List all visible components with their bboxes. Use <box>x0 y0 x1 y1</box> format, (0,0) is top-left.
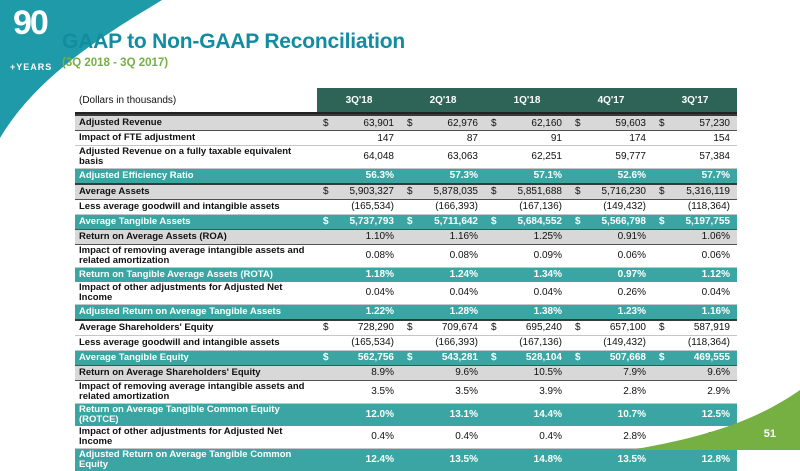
row-value-cell <box>401 305 485 319</box>
row-value: 1.12% <box>701 269 730 281</box>
row-value: (165,534) <box>351 337 394 349</box>
dollar-sign: $ <box>491 117 497 129</box>
row-value-cell <box>485 305 569 319</box>
row-value-cell <box>401 381 485 403</box>
row-value: 59,603 <box>615 117 646 129</box>
row-label: Impact of FTE adjustment <box>79 132 196 144</box>
row-value: 0.4% <box>539 431 562 443</box>
row-value-cell <box>485 426 569 448</box>
row-value-cell <box>317 245 401 267</box>
dollar-sign: $ <box>491 186 497 198</box>
dollar-sign: $ <box>407 352 413 364</box>
table-row <box>75 169 737 183</box>
row-label: Impact of removing average intangible assets and related amortization <box>79 380 305 402</box>
row-value: 2.9% <box>707 386 730 398</box>
row-value-cell <box>653 215 737 229</box>
row-value: 0.08% <box>365 250 394 262</box>
row-value-cell <box>317 426 401 448</box>
row-value-cell <box>401 336 485 350</box>
row-value-cell <box>485 282 569 304</box>
row-value-cell <box>317 146 401 168</box>
row-value-cell <box>401 268 485 282</box>
row-label: Less average goodwill and intangible assets <box>79 200 280 212</box>
row-value-cell <box>401 200 485 214</box>
row-value: 1.24% <box>449 269 478 281</box>
row-value: 5,737,793 <box>349 216 394 228</box>
row-value: 5,878,035 <box>433 186 478 198</box>
row-value: 1.16% <box>449 231 478 243</box>
row-value: 87 <box>466 132 478 144</box>
row-value-cell <box>653 169 737 183</box>
row-value-cell <box>653 336 737 350</box>
dollar-sign: $ <box>659 322 665 334</box>
row-value-cell <box>485 230 569 244</box>
table-header-row <box>75 88 737 114</box>
row-value: (118,364) <box>687 337 730 349</box>
row-label: Average Assets <box>79 185 150 197</box>
row-value-cell <box>569 215 653 229</box>
row-value-cell <box>653 131 737 145</box>
row-value-cell <box>569 230 653 244</box>
row-value: 0.08% <box>449 250 478 262</box>
row-value: (118,364) <box>687 201 730 213</box>
dollar-sign: $ <box>659 216 665 228</box>
row-value: 2.8% <box>623 386 646 398</box>
table-row <box>75 282 737 305</box>
row-value-cell <box>485 336 569 350</box>
row-value-cell <box>485 200 569 214</box>
row-value: 543,281 <box>441 352 478 364</box>
row-value: 5,903,327 <box>349 186 394 198</box>
row-value: 9.6% <box>707 367 730 379</box>
column-header: 2Q'18 <box>401 88 485 112</box>
row-label: Impact of other adjustments for Adjusted Net Income <box>79 425 283 447</box>
row-value-cell <box>317 215 401 229</box>
row-value: 5,197,755 <box>685 216 730 228</box>
row-label: Adjusted Revenue on a fully taxable equivalent basis <box>79 146 292 167</box>
row-value: 507,668 <box>609 352 646 364</box>
row-value-cell <box>653 116 737 130</box>
row-value: 709,674 <box>441 322 478 334</box>
row-value-cell <box>653 200 737 214</box>
table-row <box>75 305 737 319</box>
row-label: Return on Average Tangible Common Equity (ROTCE) <box>79 403 280 425</box>
row-value: 657,100 <box>609 322 646 334</box>
table-row <box>75 215 737 229</box>
row-value: 1.38% <box>533 306 562 318</box>
column-header: 1Q'18 <box>485 88 569 112</box>
dollar-sign: $ <box>491 352 497 364</box>
dollar-sign: $ <box>323 216 329 228</box>
dollar-sign: $ <box>575 117 581 129</box>
row-value: 57.3% <box>449 170 478 182</box>
table-row <box>75 114 737 131</box>
dollar-sign: $ <box>323 186 329 198</box>
dollar-sign: $ <box>575 322 581 334</box>
row-value: (166,393) <box>435 337 478 349</box>
row-value-cell <box>317 230 401 244</box>
row-value-cell <box>485 321 569 335</box>
table-row <box>75 449 737 471</box>
table-row <box>75 229 737 245</box>
row-value-cell <box>653 268 737 282</box>
row-value-cell <box>653 230 737 244</box>
column-header: 3Q'18 <box>317 88 401 112</box>
row-value-cell <box>653 245 737 267</box>
row-value-cell <box>485 169 569 183</box>
row-value: 147 <box>377 132 394 144</box>
row-value-cell <box>401 245 485 267</box>
row-value: (167,136) <box>519 337 562 349</box>
dollar-sign: $ <box>407 322 413 334</box>
row-label: Impact of other adjustments for Adjusted Net Income <box>79 281 283 303</box>
row-value: 64,048 <box>363 151 394 163</box>
row-value-cell <box>485 381 569 403</box>
row-value-cell <box>401 169 485 183</box>
logo-90-years: 90 <box>13 4 47 42</box>
row-value: 3.5% <box>371 386 394 398</box>
row-value-cell <box>653 366 737 380</box>
row-value: 0.4% <box>455 431 478 443</box>
row-value: 2.8% <box>623 431 646 443</box>
row-value-cell <box>485 116 569 130</box>
row-value: 0.06% <box>701 250 730 262</box>
dollar-sign: $ <box>659 117 665 129</box>
row-value-cell <box>485 351 569 365</box>
row-value: 3.5% <box>455 386 478 398</box>
row-value: 57,384 <box>699 151 730 163</box>
row-label: Average Shareholders' Equity <box>79 321 214 333</box>
table-row <box>75 319 737 336</box>
dollar-sign: $ <box>323 322 329 334</box>
row-value: 63,901 <box>363 117 394 129</box>
dollar-sign: $ <box>407 216 413 228</box>
row-value: 5,851,688 <box>517 186 562 198</box>
row-value-cell <box>653 282 737 304</box>
row-value-cell <box>653 321 737 335</box>
row-value: 13.1% <box>449 409 478 421</box>
row-value: 56.3% <box>365 170 394 182</box>
row-value: 0.04% <box>449 287 478 299</box>
row-value-cell <box>401 116 485 130</box>
row-label: Average Tangible Equity <box>79 351 189 363</box>
row-value: 0.91% <box>617 231 646 243</box>
row-value-cell <box>569 449 653 471</box>
row-label: Less average goodwill and intangible assets <box>79 336 280 348</box>
row-value: 59,777 <box>615 151 646 163</box>
row-value: 1.25% <box>533 231 562 243</box>
table-row <box>75 365 737 381</box>
row-value-cell <box>569 116 653 130</box>
table-row <box>75 268 737 282</box>
row-value: 1.28% <box>449 306 478 318</box>
row-value: 57.7% <box>701 170 730 182</box>
row-value-cell <box>485 146 569 168</box>
row-value-cell <box>317 404 401 426</box>
row-value-cell <box>401 351 485 365</box>
row-label: Adjusted Revenue <box>79 117 162 129</box>
row-value-cell <box>569 268 653 282</box>
row-value: 57.1% <box>533 170 562 182</box>
row-value-cell <box>317 169 401 183</box>
units-label: (Dollars in thousands) <box>79 94 177 106</box>
row-value-cell <box>569 146 653 168</box>
row-value: 91 <box>550 132 562 144</box>
row-value: 62,976 <box>447 117 478 129</box>
row-value: 1.10% <box>365 231 394 243</box>
row-value: 587,919 <box>693 322 730 334</box>
row-label: Return on Average Assets (ROA) <box>79 230 227 242</box>
row-value-cell <box>485 366 569 380</box>
row-value: 1.22% <box>365 306 394 318</box>
row-value-cell <box>317 305 401 319</box>
row-value-cell <box>317 336 401 350</box>
row-value: 7.9% <box>623 367 646 379</box>
row-value: 57,230 <box>699 117 730 129</box>
row-value-cell <box>401 404 485 426</box>
row-value-cell <box>485 404 569 426</box>
dollar-sign: $ <box>407 117 413 129</box>
row-value-cell <box>317 131 401 145</box>
logo-years-caption: +YEARS <box>10 62 53 72</box>
row-value: 9.6% <box>455 367 478 379</box>
row-label: Impact of removing average intangible assets and related amortization <box>79 244 305 266</box>
row-value-cell <box>401 131 485 145</box>
row-value-cell <box>569 245 653 267</box>
row-value-cell <box>653 185 737 199</box>
row-value: 174 <box>629 132 646 144</box>
row-value: 12.8% <box>701 454 730 466</box>
table-row <box>75 245 737 268</box>
row-value: 1.18% <box>365 269 394 281</box>
row-value: 1.23% <box>617 306 646 318</box>
row-value-cell <box>317 449 401 471</box>
row-value: 5,684,552 <box>517 216 562 228</box>
dollar-sign: $ <box>575 216 581 228</box>
table-row <box>75 200 737 215</box>
row-value: 1.34% <box>533 269 562 281</box>
table-row <box>75 336 737 351</box>
row-value-cell <box>401 146 485 168</box>
row-value: 63,063 <box>447 151 478 163</box>
row-value: 12.4% <box>365 454 394 466</box>
row-value: 62,160 <box>531 117 562 129</box>
row-value: 0.4% <box>371 431 394 443</box>
row-value: 8.9% <box>371 367 394 379</box>
row-value: 13.5% <box>617 454 646 466</box>
row-value: 1.06% <box>701 231 730 243</box>
row-value-cell <box>569 351 653 365</box>
table-row <box>75 131 737 146</box>
row-value: 10.5% <box>533 367 562 379</box>
row-value: 12.0% <box>365 409 394 421</box>
row-value-cell <box>401 185 485 199</box>
row-value-cell <box>401 366 485 380</box>
row-value-cell <box>569 169 653 183</box>
row-value-cell <box>485 449 569 471</box>
row-value: 0.04% <box>701 287 730 299</box>
dollar-sign: $ <box>659 186 665 198</box>
row-value-cell <box>485 185 569 199</box>
dollar-sign: $ <box>575 186 581 198</box>
row-value-cell <box>317 351 401 365</box>
row-value: 0.04% <box>533 287 562 299</box>
row-value: 14.4% <box>533 409 562 421</box>
row-value: 3.9% <box>539 386 562 398</box>
row-value: (149,432) <box>603 201 646 213</box>
page-subtitle: (3Q 2018 - 3Q 2017) <box>62 57 169 69</box>
row-value: 154 <box>713 132 730 144</box>
row-value-cell <box>401 426 485 448</box>
row-value: 728,290 <box>357 322 394 334</box>
row-value-cell <box>401 282 485 304</box>
row-value-cell <box>485 215 569 229</box>
row-value: 0.26% <box>617 287 646 299</box>
row-value-cell <box>317 381 401 403</box>
dollar-sign: $ <box>323 352 329 364</box>
row-value: 0.09% <box>533 250 562 262</box>
column-header: 3Q'17 <box>653 88 737 112</box>
dollar-sign: $ <box>491 322 497 334</box>
row-value: 695,240 <box>525 322 562 334</box>
row-value: (165,534) <box>351 201 394 213</box>
table-row <box>75 146 737 169</box>
row-value-cell <box>653 449 737 471</box>
dollar-sign: $ <box>407 186 413 198</box>
row-value: 5,316,119 <box>686 186 730 198</box>
page-number: 51 <box>763 428 776 440</box>
row-value-cell <box>317 268 401 282</box>
row-value: 562,756 <box>357 352 394 364</box>
row-value-cell <box>569 282 653 304</box>
row-value: 5,711,642 <box>434 216 478 228</box>
page-title: GAAP to Non-GAAP Reconciliation <box>62 30 406 53</box>
column-header: 4Q'17 <box>569 88 653 112</box>
row-value-cell <box>569 366 653 380</box>
row-value: 10.7% <box>617 409 646 421</box>
row-value: (166,393) <box>435 201 478 213</box>
row-value-cell <box>317 282 401 304</box>
row-value-cell <box>569 131 653 145</box>
row-value: (167,136) <box>519 201 562 213</box>
row-value: 469,555 <box>693 352 730 364</box>
row-value-cell <box>569 200 653 214</box>
row-value-cell <box>653 305 737 319</box>
table-row <box>75 183 737 200</box>
dollar-sign: $ <box>491 216 497 228</box>
row-value: 0.04% <box>365 287 394 299</box>
row-value-cell <box>401 230 485 244</box>
row-value-cell <box>653 351 737 365</box>
row-value: 0.06% <box>617 250 646 262</box>
row-value: 1.16% <box>701 306 730 318</box>
dollar-sign: $ <box>575 352 581 364</box>
row-label: Return on Tangible Average Assets (ROTA) <box>79 268 273 280</box>
table-row <box>75 351 737 365</box>
row-value-cell <box>401 321 485 335</box>
row-value-cell <box>317 200 401 214</box>
row-value: 5,716,230 <box>601 186 646 198</box>
row-value-cell <box>653 146 737 168</box>
row-value: 13.5% <box>449 454 478 466</box>
row-value-cell <box>317 116 401 130</box>
row-label: Return on Average Shareholders' Equity <box>79 366 261 378</box>
row-value-cell <box>569 185 653 199</box>
dollar-sign: $ <box>659 352 665 364</box>
row-value-cell <box>485 131 569 145</box>
row-label: Adjusted Return on Average Tangible Assets <box>79 305 282 317</box>
row-label: Average Tangible Assets <box>79 215 191 227</box>
row-value: 5,566,798 <box>601 216 646 228</box>
row-value: 528,104 <box>525 352 562 364</box>
row-value-cell <box>485 245 569 267</box>
row-label: Adjusted Efficiency Ratio <box>79 169 194 181</box>
row-value: 14.8% <box>533 454 562 466</box>
row-value-cell <box>317 366 401 380</box>
row-value: 62,251 <box>531 151 562 163</box>
row-value-cell <box>569 305 653 319</box>
column-headers <box>317 88 737 112</box>
row-value: (149,432) <box>603 337 646 349</box>
row-value-cell <box>401 449 485 471</box>
row-value-cell <box>569 336 653 350</box>
row-value-cell <box>317 185 401 199</box>
row-value-cell <box>401 215 485 229</box>
row-value: 0.97% <box>617 269 646 281</box>
footer-swoosh-shape <box>630 390 800 450</box>
row-value-cell <box>317 321 401 335</box>
row-value-cell <box>569 321 653 335</box>
row-label: Adjusted Return on Average Tangible Common Equity <box>79 448 292 470</box>
dollar-sign: $ <box>323 117 329 129</box>
row-value: 12.5% <box>701 409 730 421</box>
row-value: 52.6% <box>617 170 646 182</box>
row-value-cell <box>485 268 569 282</box>
